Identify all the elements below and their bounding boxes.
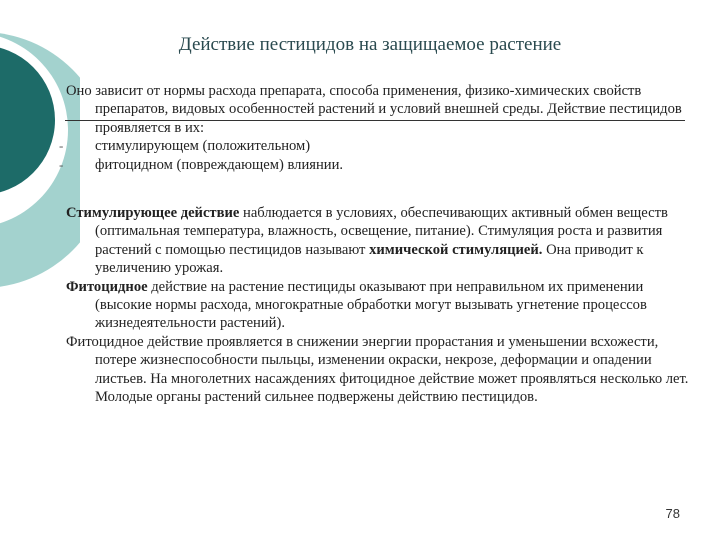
paragraph-text: действие на растение пестициды оказывают при неправильном их применении (высокие нормы расхода, многократные обработки могут вызывать угнетение процессов жизнедеятельности растений). bbox=[95, 278, 647, 332]
bold-lead: Стимулирующее действие bbox=[66, 205, 240, 222]
bullet-marker: - bbox=[59, 156, 64, 172]
list-item bbox=[59, 156, 696, 174]
phytocidal-effects-paragraph: Фитоцидное действие проявляется в снижении энергии прорастания и уменьшении всхожести, потере жизнеспособности пыльцы, изменении окраски, некрозе, деформации и опадении листьев. На многолетних насаждениях фитоцидное действие может проявляться несколько лет. Молодые органы растений сильнее подвержены действию пестицидов. bbox=[66, 333, 689, 406]
effect-list bbox=[59, 137, 696, 174]
stimulating-paragraph bbox=[66, 204, 696, 278]
slide-body bbox=[59, 82, 696, 407]
bold-term: химической стимуляцией. bbox=[369, 241, 543, 258]
spacer bbox=[66, 174, 696, 204]
list-item-text: фитоцидном (повреждающем) влиянии. bbox=[95, 156, 344, 173]
page-number: 78 bbox=[665, 506, 680, 521]
bullet-marker: - bbox=[59, 138, 64, 154]
paragraph-text: наблюдается в условиях, обеспечивающих активный обмен веществ (оптимальная температура, влажность, освещение, питание). Стимуляция роста и развития растений с помощью пестицидов называют bbox=[95, 205, 668, 258]
phytocidal-paragraph bbox=[66, 278, 696, 333]
slide-title: Действие пестицидов на защищаемое растение bbox=[178, 34, 562, 55]
list-item bbox=[59, 137, 696, 155]
intro-paragraph: Оно зависит от нормы расхода препарата, способа применения, физико-химических свойств препаратов, видовых особенностей растений и условий внешней среды. Действие пестицидов проявляется в их: bbox=[66, 83, 682, 136]
list-item-text: стимулирующем (положительном) bbox=[95, 138, 311, 155]
bold-lead: Фитоцидное bbox=[66, 278, 148, 295]
paragraph-text: Она приводит к увеличению урожая. bbox=[95, 241, 644, 277]
